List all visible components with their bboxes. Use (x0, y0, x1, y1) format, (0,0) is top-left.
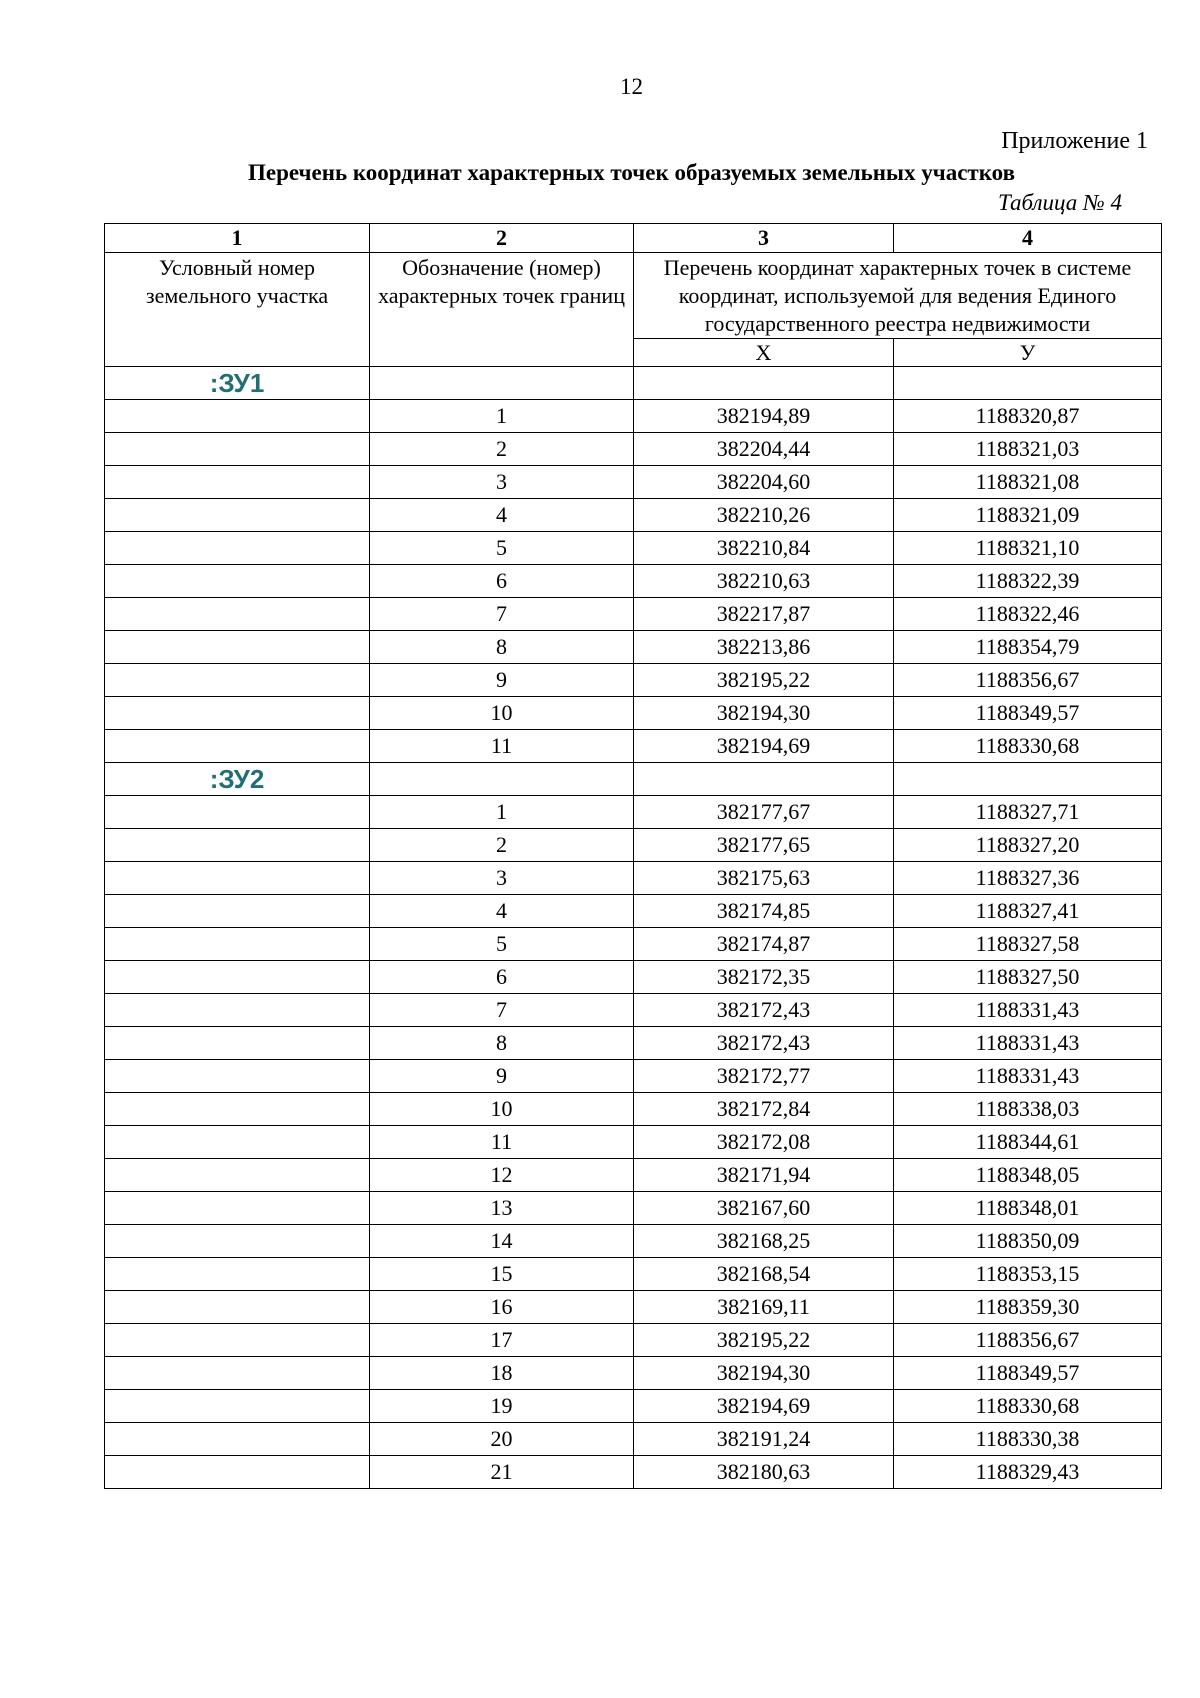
table-row (105, 1258, 1162, 1291)
point-number: 4 (370, 499, 634, 532)
point-number: 6 (370, 961, 634, 994)
point-number: 15 (370, 1258, 634, 1291)
table-row (105, 1159, 1162, 1192)
x-coordinate: 382194,30 (634, 697, 894, 730)
page-number: 12 (620, 74, 643, 99)
x-coordinate: 382195,22 (634, 664, 894, 697)
y-coordinate: 1188349,57 (894, 697, 1162, 730)
empty-cell (105, 664, 370, 697)
table-row (105, 829, 1162, 862)
header-parcel: Условный номер земельного участка (105, 253, 370, 367)
x-coordinate: 382194,30 (634, 1357, 894, 1390)
x-coordinate: 382213,86 (634, 631, 894, 664)
table-row (105, 499, 1162, 532)
y-coordinate: 1188331,43 (894, 994, 1162, 1027)
table-row (105, 994, 1162, 1027)
table-row (105, 466, 1162, 499)
y-coordinate: 1188354,79 (894, 631, 1162, 664)
empty-cell (894, 763, 1162, 796)
y-coordinate: 1188353,15 (894, 1258, 1162, 1291)
empty-cell (105, 1423, 370, 1456)
table-row (105, 565, 1162, 598)
empty-cell (105, 1291, 370, 1324)
parcel-label-row (105, 763, 1162, 796)
x-coordinate: 382194,69 (634, 1390, 894, 1423)
y-coordinate: 1188338,03 (894, 1093, 1162, 1126)
y-coordinate: 1188321,03 (894, 433, 1162, 466)
x-coordinate: 382174,87 (634, 928, 894, 961)
empty-cell (894, 367, 1162, 400)
y-coordinate: 1188330,68 (894, 730, 1162, 763)
x-coordinate: 382171,94 (634, 1159, 894, 1192)
coordinates-table (104, 223, 1162, 1489)
table-row (105, 730, 1162, 763)
empty-cell (105, 1390, 370, 1423)
x-coordinate: 382210,63 (634, 565, 894, 598)
empty-cell (105, 1357, 370, 1390)
point-number: 9 (370, 1060, 634, 1093)
empty-cell (105, 466, 370, 499)
table-row (105, 796, 1162, 829)
point-number: 10 (370, 697, 634, 730)
column-number: 1 (105, 224, 370, 253)
point-number: 1 (370, 796, 634, 829)
x-coordinate: 382204,60 (634, 466, 894, 499)
y-coordinate: 1188322,39 (894, 565, 1162, 598)
empty-cell (105, 1060, 370, 1093)
parcel-label-row (105, 367, 1162, 400)
point-number: 2 (370, 829, 634, 862)
y-coordinate: 1188348,05 (894, 1159, 1162, 1192)
y-coordinate: 1188322,46 (894, 598, 1162, 631)
point-number: 19 (370, 1390, 634, 1423)
y-coordinate: 1188327,50 (894, 961, 1162, 994)
empty-cell (105, 598, 370, 631)
x-coordinate: 382172,35 (634, 961, 894, 994)
empty-cell (105, 862, 370, 895)
y-coordinate: 1188330,38 (894, 1423, 1162, 1456)
empty-cell (105, 895, 370, 928)
point-number: 18 (370, 1357, 634, 1390)
y-coordinate: 1188321,10 (894, 532, 1162, 565)
table-row (105, 631, 1162, 664)
y-coordinate: 1188320,87 (894, 400, 1162, 433)
y-coordinate: 1188350,09 (894, 1225, 1162, 1258)
table-row (105, 1126, 1162, 1159)
y-coordinate: 1188331,43 (894, 1027, 1162, 1060)
table-row (105, 1423, 1162, 1456)
y-coordinate: 1188356,67 (894, 1324, 1162, 1357)
empty-cell (105, 829, 370, 862)
column-number: 3 (634, 224, 894, 253)
table-row (105, 433, 1162, 466)
header-point: Обозначение (номер) характерных точек границ (370, 253, 634, 367)
point-number: 12 (370, 1159, 634, 1192)
table-row (105, 697, 1162, 730)
empty-cell (105, 1456, 370, 1489)
point-number: 7 (370, 994, 634, 1027)
point-number: 8 (370, 631, 634, 664)
table-row (105, 1060, 1162, 1093)
empty-cell (105, 697, 370, 730)
x-coordinate: 382191,24 (634, 1423, 894, 1456)
header-coordinates: Перечень координат характерных точек в системе координат, используемой для ведения Единого государственного реестра недвижимости (634, 253, 1162, 339)
point-number: 14 (370, 1225, 634, 1258)
empty-cell (634, 367, 894, 400)
x-coordinate: 382172,84 (634, 1093, 894, 1126)
empty-cell (105, 1027, 370, 1060)
empty-cell (105, 565, 370, 598)
table-row (105, 1456, 1162, 1489)
appendix-label: Приложение 1 (1001, 128, 1148, 154)
point-number: 2 (370, 433, 634, 466)
column-number: 2 (370, 224, 634, 253)
table-row (105, 1390, 1162, 1423)
empty-cell (370, 763, 634, 796)
x-coordinate: 382177,65 (634, 829, 894, 862)
point-number: 11 (370, 730, 634, 763)
x-coordinate: 382195,22 (634, 1324, 894, 1357)
table-row (105, 1027, 1162, 1060)
x-coordinate: 382168,54 (634, 1258, 894, 1291)
y-coordinate: 1188321,08 (894, 466, 1162, 499)
column-number: 4 (894, 224, 1162, 253)
empty-cell (105, 928, 370, 961)
y-coordinate: 1188327,20 (894, 829, 1162, 862)
table-row (105, 532, 1162, 565)
empty-cell (370, 367, 634, 400)
table-row (105, 961, 1162, 994)
table-row (105, 664, 1162, 697)
x-coordinate: 382180,63 (634, 1456, 894, 1489)
header-x: Х (634, 339, 894, 367)
table-row (105, 1192, 1162, 1225)
y-coordinate: 1188348,01 (894, 1192, 1162, 1225)
x-coordinate: 382217,87 (634, 598, 894, 631)
table-row (105, 598, 1162, 631)
header-y: У (894, 339, 1162, 367)
column-number-row (105, 224, 1162, 253)
point-number: 5 (370, 532, 634, 565)
empty-cell (105, 1225, 370, 1258)
y-coordinate: 1188344,61 (894, 1126, 1162, 1159)
point-number: 20 (370, 1423, 634, 1456)
x-coordinate: 382172,43 (634, 994, 894, 1027)
x-coordinate: 382194,69 (634, 730, 894, 763)
table-row (105, 1291, 1162, 1324)
x-coordinate: 382210,84 (634, 532, 894, 565)
y-coordinate: 1188359,30 (894, 1291, 1162, 1324)
table-row (105, 400, 1162, 433)
empty-cell (105, 1324, 370, 1357)
table-row (105, 895, 1162, 928)
empty-cell (105, 994, 370, 1027)
y-coordinate: 1188356,67 (894, 664, 1162, 697)
y-coordinate: 1188327,58 (894, 928, 1162, 961)
empty-cell (105, 1258, 370, 1291)
point-number: 16 (370, 1291, 634, 1324)
x-coordinate: 382172,43 (634, 1027, 894, 1060)
empty-cell (105, 796, 370, 829)
y-coordinate: 1188327,41 (894, 895, 1162, 928)
y-coordinate: 1188321,09 (894, 499, 1162, 532)
x-coordinate: 382172,77 (634, 1060, 894, 1093)
y-coordinate: 1188349,57 (894, 1357, 1162, 1390)
point-number: 5 (370, 928, 634, 961)
x-coordinate: 382167,60 (634, 1192, 894, 1225)
point-number: 4 (370, 895, 634, 928)
point-number: 21 (370, 1456, 634, 1489)
x-coordinate: 382194,89 (634, 400, 894, 433)
x-coordinate: 382204,44 (634, 433, 894, 466)
x-coordinate: 382168,25 (634, 1225, 894, 1258)
point-number: 10 (370, 1093, 634, 1126)
point-number: 13 (370, 1192, 634, 1225)
point-number: 1 (370, 400, 634, 433)
point-number: 8 (370, 1027, 634, 1060)
table-row (105, 928, 1162, 961)
point-number: 17 (370, 1324, 634, 1357)
y-coordinate: 1188331,43 (894, 1060, 1162, 1093)
x-coordinate: 382210,26 (634, 499, 894, 532)
empty-cell (105, 631, 370, 664)
point-number: 3 (370, 466, 634, 499)
x-coordinate: 382174,85 (634, 895, 894, 928)
point-number: 6 (370, 565, 634, 598)
table-row (105, 862, 1162, 895)
empty-cell (105, 433, 370, 466)
point-number: 3 (370, 862, 634, 895)
header-row (105, 253, 1162, 339)
empty-cell (105, 1159, 370, 1192)
empty-cell (105, 499, 370, 532)
empty-cell (105, 1126, 370, 1159)
parcel-label: :ЗУ2 (105, 763, 370, 796)
empty-cell (105, 961, 370, 994)
table-row (105, 1225, 1162, 1258)
x-coordinate: 382177,67 (634, 796, 894, 829)
y-coordinate: 1188330,68 (894, 1390, 1162, 1423)
y-coordinate: 1188327,36 (894, 862, 1162, 895)
empty-cell (105, 532, 370, 565)
x-coordinate: 382175,63 (634, 862, 894, 895)
table-row (105, 1093, 1162, 1126)
y-coordinate: 1188327,71 (894, 796, 1162, 829)
table-label: Таблица № 4 (998, 190, 1122, 215)
y-coordinate: 1188329,43 (894, 1456, 1162, 1489)
empty-cell (634, 763, 894, 796)
point-number: 7 (370, 598, 634, 631)
parcel-label: :ЗУ1 (105, 367, 370, 400)
table-row (105, 1324, 1162, 1357)
x-coordinate: 382169,11 (634, 1291, 894, 1324)
x-coordinate: 382172,08 (634, 1126, 894, 1159)
empty-cell (105, 1093, 370, 1126)
empty-cell (105, 400, 370, 433)
table-row (105, 1357, 1162, 1390)
point-number: 11 (370, 1126, 634, 1159)
empty-cell (105, 1192, 370, 1225)
empty-cell (105, 730, 370, 763)
document-title: Перечень координат характерных точек образуемых земельных участков (247, 160, 1016, 185)
point-number: 9 (370, 664, 634, 697)
